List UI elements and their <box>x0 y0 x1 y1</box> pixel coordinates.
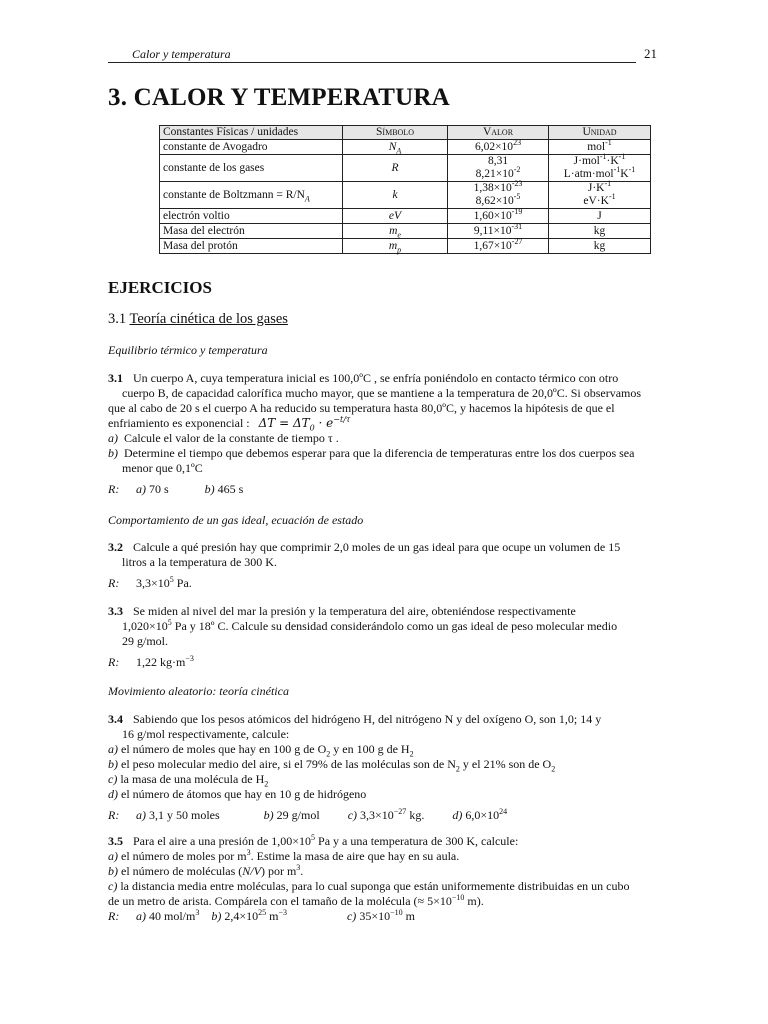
running-header-title: Calor y temperatura <box>132 47 231 61</box>
constant-name: constante de Boltzmann = $R/N_A$ <box>160 182 343 209</box>
exercise-number: 3.5 <box>108 834 123 848</box>
constant-name: constante de Avogadro <box>160 140 343 155</box>
column-header: Unidad <box>549 126 651 140</box>
table-row <box>160 224 651 239</box>
constant-name: Masa del protón <box>160 239 343 254</box>
running-header <box>108 46 657 63</box>
column-header: Símbolo <box>343 126 448 140</box>
constant-value: $6,02\times 10^{23}$ <box>448 140 549 155</box>
exercise-number: 3.1 <box>108 371 123 385</box>
constant-unit: mol$^{-1}$ <box>549 140 651 155</box>
constant-value: $1,38\times 10^{-23}$ $8,62\times 10^{-5}$ <box>448 182 549 209</box>
column-header: Valor <box>448 126 549 140</box>
exercise-3-2: 3.2 Calcule a qué presión hay que comprimir 2,0 moles de un gas ideal para que ocupe un volumen de 15 litros a la temperatura de 300 K. R: $3,3\times 10^5$ Pa. <box>108 540 621 590</box>
exercise-3-3: 3.3 Se miden al nivel del mar la presión y la temperatura del aire, obteniéndose respectivamente $1,020\times 10^5$ Pa y 18º C. Calcule su densidad considerándolo como un gas ideal de peso molecular medio 29 g/mol. R: 1,22 $kg\cdot m^{-3}$ <box>108 604 618 669</box>
constant-symbol: R <box>343 155 448 182</box>
exercise-3-5: 3.5 Para el aire a una presión de $1,00\times 10^5$ Pa y a una temperatura de 300 K, calcule: a) el número de moles por $m^3$. Estime la masa de aire que hay en su aula. b) el número de moléculas (N/V) por $m^3$. c) la distancia media entre moléculas, para lo cual suponga que están uniformemente distribuidas en un cubo de un metro de arista. Compárela con el tamaño de la molécula (≈ $5\times 10^{-10}$ m). R: a) 40 mol/$m^3$ b) $2,4\times 10^{25}$ $m^{-3}$ c) $35\times 10^{-10}$ m <box>108 833 630 923</box>
page-number: 21 <box>644 46 657 61</box>
constant-symbol: k <box>343 182 448 209</box>
constant-value: $1,60\times 10^{-19}$ <box>448 209 549 224</box>
table-header-row <box>160 126 651 140</box>
cooling-formula: $\Delta T = \Delta T_0 \cdot e^{-t/\tau}$ <box>258 415 351 433</box>
constant-name: electrón voltio <box>160 209 343 224</box>
chapter-title: 3. CALOR Y TEMPERATURA <box>108 84 450 111</box>
table-row <box>160 140 651 155</box>
constant-value: 8,31 $8,21\times 10^{-2}$ <box>448 155 549 182</box>
table-row <box>160 209 651 224</box>
exercise-number: 3.2 <box>108 540 123 554</box>
constant-unit: $J\cdot mol^{-1}\cdot K^{-1}$ $L\cdot atm\cdot mol^{-1}K^{-1}$ <box>549 155 651 182</box>
constant-unit: J <box>549 209 651 224</box>
topic-heading: Movimiento aleatorio: teoría cinética <box>108 684 289 698</box>
constant-unit: kg <box>549 224 651 239</box>
section-title: EJERCICIOS <box>108 278 212 297</box>
subsection-title: 3.1 Teoría cinética de los gases <box>108 311 288 327</box>
exercise-3-1: 3.1 Un cuerpo A, cuya temperatura inicial es 100,0ºC , se enfría poniéndolo en contacto térmico con otro cuerpo B, de capacidad calorífica mucho mayor, que se mantiene a la temperatura de 20,0ºC. Si observamos que al cabo de 20 s el cuerpo A ha reducido su temperatura hasta 80,0ºC, y hacemos la hipótesis de que el enfriamiento es exponencial : $\Delta T = \Delta T_0 \cdot e^{-t/\tau}$ a) Calcule el valor de la constante de tiempo τ . b) Determine el tiempo que debemos esperar para que la diferencia de temperaturas entre los dos cuerpos sea menor que 0,1ºC R: a) 70 s b) 465 s <box>108 371 642 496</box>
constant-value: $1,67\times 10^{-27}$ <box>448 239 549 254</box>
exercise-3-4: 3.4 Sabiendo que los pesos atómicos del hidrógeno H, del nitrógeno N y del oxígeno O, son 1,0; 14 y 16 g/mol respectivamente, calcule: a) el número de moles que hay en 100 g de $O_2$ y en 100 g de $H_2$ b) el peso molecular medio del aire, si el 79% de las moléculas son de $N_2$ y el 21% son de $O_2$ c) la masa de una molécula de $H_2$ d) el número de átomos que hay en 10 g de hidrógeno R: a) 3,1 y 50 moles b) 29 g/mol c) $3,3\times 10^{-27}$ kg. d) $6,0\times 10^{24}$ <box>108 712 602 822</box>
constant-name: constante de los gases <box>160 155 343 182</box>
constant-symbol: $m_e$ <box>343 224 448 239</box>
constants-table <box>159 125 651 254</box>
exercise-number: 3.3 <box>108 604 123 618</box>
exercise-number: 3.4 <box>108 712 123 726</box>
constant-symbol: $m_p$ <box>343 239 448 254</box>
constant-unit: $J\cdot K^{-1}$ $eV\cdot K^{-1}$ <box>549 182 651 209</box>
table-row <box>160 155 651 182</box>
constant-symbol: $N_A$ <box>343 140 448 155</box>
table-row <box>160 239 651 254</box>
constant-name: Masa del electrón <box>160 224 343 239</box>
constant-value: $9,11\times 10^{-31}$ <box>448 224 549 239</box>
column-header: Constantes Físicas / unidades <box>160 126 343 140</box>
constant-unit: kg <box>549 239 651 254</box>
topic-heading: Comportamiento de un gas ideal, ecuación de estado <box>108 513 364 527</box>
constant-symbol: eV <box>343 209 448 224</box>
table-row <box>160 182 651 209</box>
topic-heading: Equilibrio térmico y temperatura <box>108 343 268 357</box>
